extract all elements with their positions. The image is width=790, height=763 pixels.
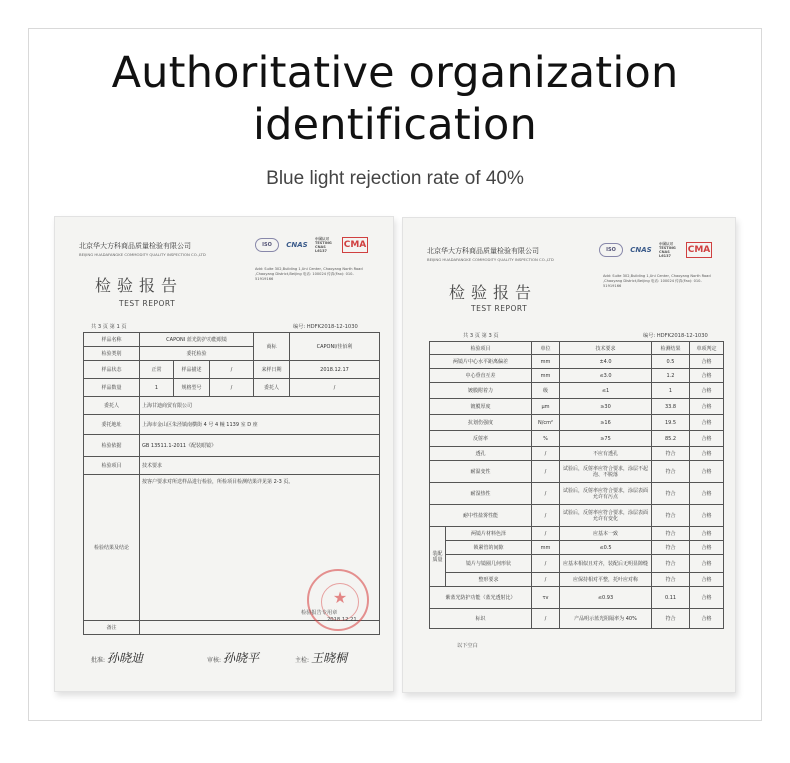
cell-judge: 合格 [690,355,724,369]
table-row [430,587,724,609]
cell-result: 符合 [652,609,690,629]
cell-value: 正常 [140,361,174,379]
blank-below: 以下空白 [457,643,478,649]
cell-req: ≥75 [560,431,652,447]
report-title-en: TEST REPORT [471,304,528,313]
table-row [430,541,724,555]
lab-name: 北京华大方科商品质量检验有限公司 [427,247,539,255]
issue-date: 2018.12.21 [327,617,357,623]
table-row [430,609,724,629]
cell-judge: 合格 [690,447,724,461]
cell-judge: 合格 [690,399,724,415]
table-row [430,447,724,461]
cell-unit: mm [532,369,560,383]
cell-result: 符合 [652,447,690,461]
table-row [430,461,724,483]
cell-req: 产品明示蓝光阻隔率为 40% [560,609,652,629]
report-title-cn: 检验报告 [95,276,184,295]
cell-label: 检验项目 [84,457,140,475]
cell-req: ≥16 [560,415,652,431]
cell-req: 应基本一致 [560,527,652,541]
headline-line1: Authoritative organization [111,48,679,98]
cell-judge: 合格 [690,461,724,483]
cell-req: ≤1 [560,383,652,399]
cell-judge: 合格 [690,573,724,587]
cell-unit: N/cm² [532,415,560,431]
cell-req: ≤0.93 [560,587,652,609]
cell-label: 样品数量 [84,379,140,397]
cell-value: / [210,361,254,379]
cma-logo: CMA [342,237,368,253]
cell-label: 委托人 [254,379,290,397]
cell-req: 应保持相对平整，托叶应对称 [560,573,652,587]
cell-judge: 合格 [690,541,724,555]
cma-logo: CMA [686,242,712,258]
table-row [430,483,724,505]
cell-result: 符合 [652,527,690,541]
results-table [429,341,724,629]
cell-label: 样品描述 [174,361,210,379]
cell-req: 试验后，反射率应符合要求，涂层表面允许有变化 [560,505,652,527]
cell-unit: / [532,609,560,629]
page-info: 共 3 页 第 3 页 [463,333,499,339]
header-cell: 检测结果 [652,342,690,355]
cell-unit: mm [532,355,560,369]
cell-req: 应基本相似且对齐，装配后无明显隙缝 [560,555,652,573]
cell-label: 备注 [84,621,140,635]
cell-unit: μm [532,399,560,415]
cell-item: 反射率 [430,431,532,447]
approve-signature: 批准: 孙晓迪 [91,651,143,665]
table-row [430,399,724,415]
cell-item: 透孔 [430,447,532,461]
cell-result: 符合 [652,555,690,573]
cell-item: 耐中性盐雾性能 [430,505,532,527]
cell-item: 两镜片材料色泽 [446,527,532,541]
cell-unit: mm [532,541,560,555]
cell-result: 1.2 [652,369,690,383]
cell-unit: % [532,431,560,447]
cell-judge: 合格 [690,609,724,629]
cell-value: / [210,379,254,397]
cell-result: 0.11 [652,587,690,609]
cell-judge: 合格 [690,505,724,527]
cert-logos [599,242,712,258]
cell-unit: / [532,555,560,573]
seal-text: 检验报告专用章 [301,610,338,616]
cell-result: 85.2 [652,431,690,447]
cell-label: 委托地址 [84,415,140,435]
cell-value: CAPONI 蓝光防护功能眼镜 [140,333,254,347]
test-report-page-3 [402,217,736,693]
table-row [430,505,724,527]
cell-result: 符合 [652,541,690,555]
cell-value: 技术要求 [140,457,380,475]
cell-item: 中心垂直互差 [430,369,532,383]
cell-result: 19.5 [652,415,690,431]
cell-unit: / [532,505,560,527]
table-row [430,355,724,369]
cell-req: 试验后，反射率应符合要求，涂层表面允许有污点 [560,483,652,505]
cell-item: 锁紧管的间隙 [446,541,532,555]
cell-item: 紫蓝光防护功能（蓝光透射比） [430,587,532,609]
cell-item: 整形要求 [446,573,532,587]
cell-req: ±4.0 [560,355,652,369]
subtitle: Blue light rejection rate of 40% [266,168,524,189]
table-row [430,527,724,541]
testing-logo: 中国认可 TESTING CNAS L6137 [315,237,332,253]
cell-item: 耐湿热性 [430,483,532,505]
cell-req: ≤0.5 [560,541,652,555]
review-signature: 审核: 孙晓平 [207,651,259,665]
table-row [430,369,724,383]
headline-line2: identification [252,100,537,150]
cell-result: 符合 [652,483,690,505]
table-row [430,431,724,447]
lab-name-en: BEIJING HUADAFANGKE COMMODITY QUALITY INSPECTION CO.,LTD [79,252,206,257]
cell-item: 标识 [430,609,532,629]
cell-result: 符合 [652,505,690,527]
report-number: 编号: HDFK2018-12-1030 [293,324,358,330]
cell-value: / [290,379,380,397]
cell-judge: 合格 [690,369,724,383]
testing-logo: 中国认可 TESTING CNAS L6137 [659,242,676,258]
header-cell: 技术要求 [560,342,652,355]
cnas-logo: CNAS [286,241,308,249]
lab-name-en: BEIJING HUADAFANGKE COMMODITY QUALITY INSPECTION CO.,LTD [427,257,554,262]
test-report-page-1 [54,216,394,692]
cell-result: 0.5 [652,355,690,369]
cell-unit: / [532,483,560,505]
header-cell: 单位 [532,342,560,355]
header-cell: 单项判定 [690,342,724,355]
cell-value: 委托检验 [140,347,254,361]
lab-name: 北京华大方科商品质量检验有限公司 [79,242,191,250]
cell-unit: / [532,527,560,541]
cell-unit: / [532,573,560,587]
group-label: 装配质量 [430,527,446,587]
cell-unit: 级 [532,383,560,399]
cell-unit: τv [532,587,560,609]
cell-req: ≥30 [560,399,652,415]
report-title-cn: 检验报告 [449,283,538,302]
cell-label: 样品状态 [84,361,140,379]
table-row [430,415,724,431]
cell-judge: 合格 [690,527,724,541]
cell-label: 规格型号 [174,379,210,397]
cell-judge: 合格 [690,431,724,447]
cell-judge: 合格 [690,383,724,399]
cell-judge: 合格 [690,587,724,609]
lab-address: Add: Suite 302,Building 1,Uni Center, Chaoyang North Road ,Chaoyang District,Beijing 电话: 100024 传真(Fax): 010-51919166 [603,274,711,288]
cert-logos [255,237,368,253]
iso-logo: ISO [599,243,623,257]
cell-judge: 合格 [690,415,724,431]
lab-address: Add: Suite 302,Building 1,Uni Center, Chaoyang North Road ,Chaoyang District,Beijing 电话: 100024 传真(Fax): 010-51919166 [255,267,363,281]
iso-logo: ISO [255,238,279,252]
report-number: 编号: HDFK2018-12-1030 [643,333,708,339]
cell-value: CAPONI/佳佰利 [290,333,380,361]
table-row [430,555,724,573]
official-seal: ★ [307,569,369,631]
result-text: 按客户要求对所送样品进行检验，所检项目检测结果详见第 2-3 页。 [142,479,294,485]
cell-item: 两镜片中心水平距离偏差 [430,355,532,369]
cell-unit: / [532,461,560,483]
main-inspector-signature: 主检: 王晓桐 [295,651,347,665]
cell-label: 来样日期 [254,361,290,379]
cell-label: 样品名称 [84,333,140,347]
cell-req: ≤3.0 [560,369,652,383]
cell-value: 上海甘迪商贸有限公司 [140,397,380,415]
cell-item: 镀膜附着力 [430,383,532,399]
cell-label: 商标 [254,333,290,361]
cell-req: 不应有透孔 [560,447,652,461]
cell-value: 1 [140,379,174,397]
table-row [430,383,724,399]
cell-label: 检验类别 [84,347,140,361]
table-row [430,573,724,587]
cell-judge: 合格 [690,555,724,573]
cell-label: 委托人 [84,397,140,415]
cell-result: 33.8 [652,399,690,415]
cnas-logo: CNAS [630,246,652,254]
cell-item: 耐温变性 [430,461,532,483]
cell-value: GB 13511.1-2011《配装眼镜》 [140,435,380,457]
cell-judge: 合格 [690,483,724,505]
cell-value: 2018.12.17 [290,361,380,379]
cell-unit: / [532,447,560,461]
cell-label: 检验依据 [84,435,140,457]
cell-item: 镜片与镜圈几何形状 [446,555,532,573]
page-info: 共 3 页 第 1 页 [91,324,127,330]
header-cell: 检验项目 [430,342,532,355]
cell-label: 检验结果及结论 [84,475,140,621]
cell-result: 符合 [652,461,690,483]
cell-req: 试验后，反射率应符合要求，涂层不起泡、不脱落 [560,461,652,483]
cell-item: 镀膜厚度 [430,399,532,415]
cell-item: 抗划伤强度 [430,415,532,431]
report-title-en: TEST REPORT [119,299,176,308]
cell-result: 符合 [652,573,690,587]
cell-result: 1 [652,383,690,399]
cell-value: 上海市金山区朱泾镇南横街 4 号 4 幢 1139 室 D 座 [140,415,380,435]
